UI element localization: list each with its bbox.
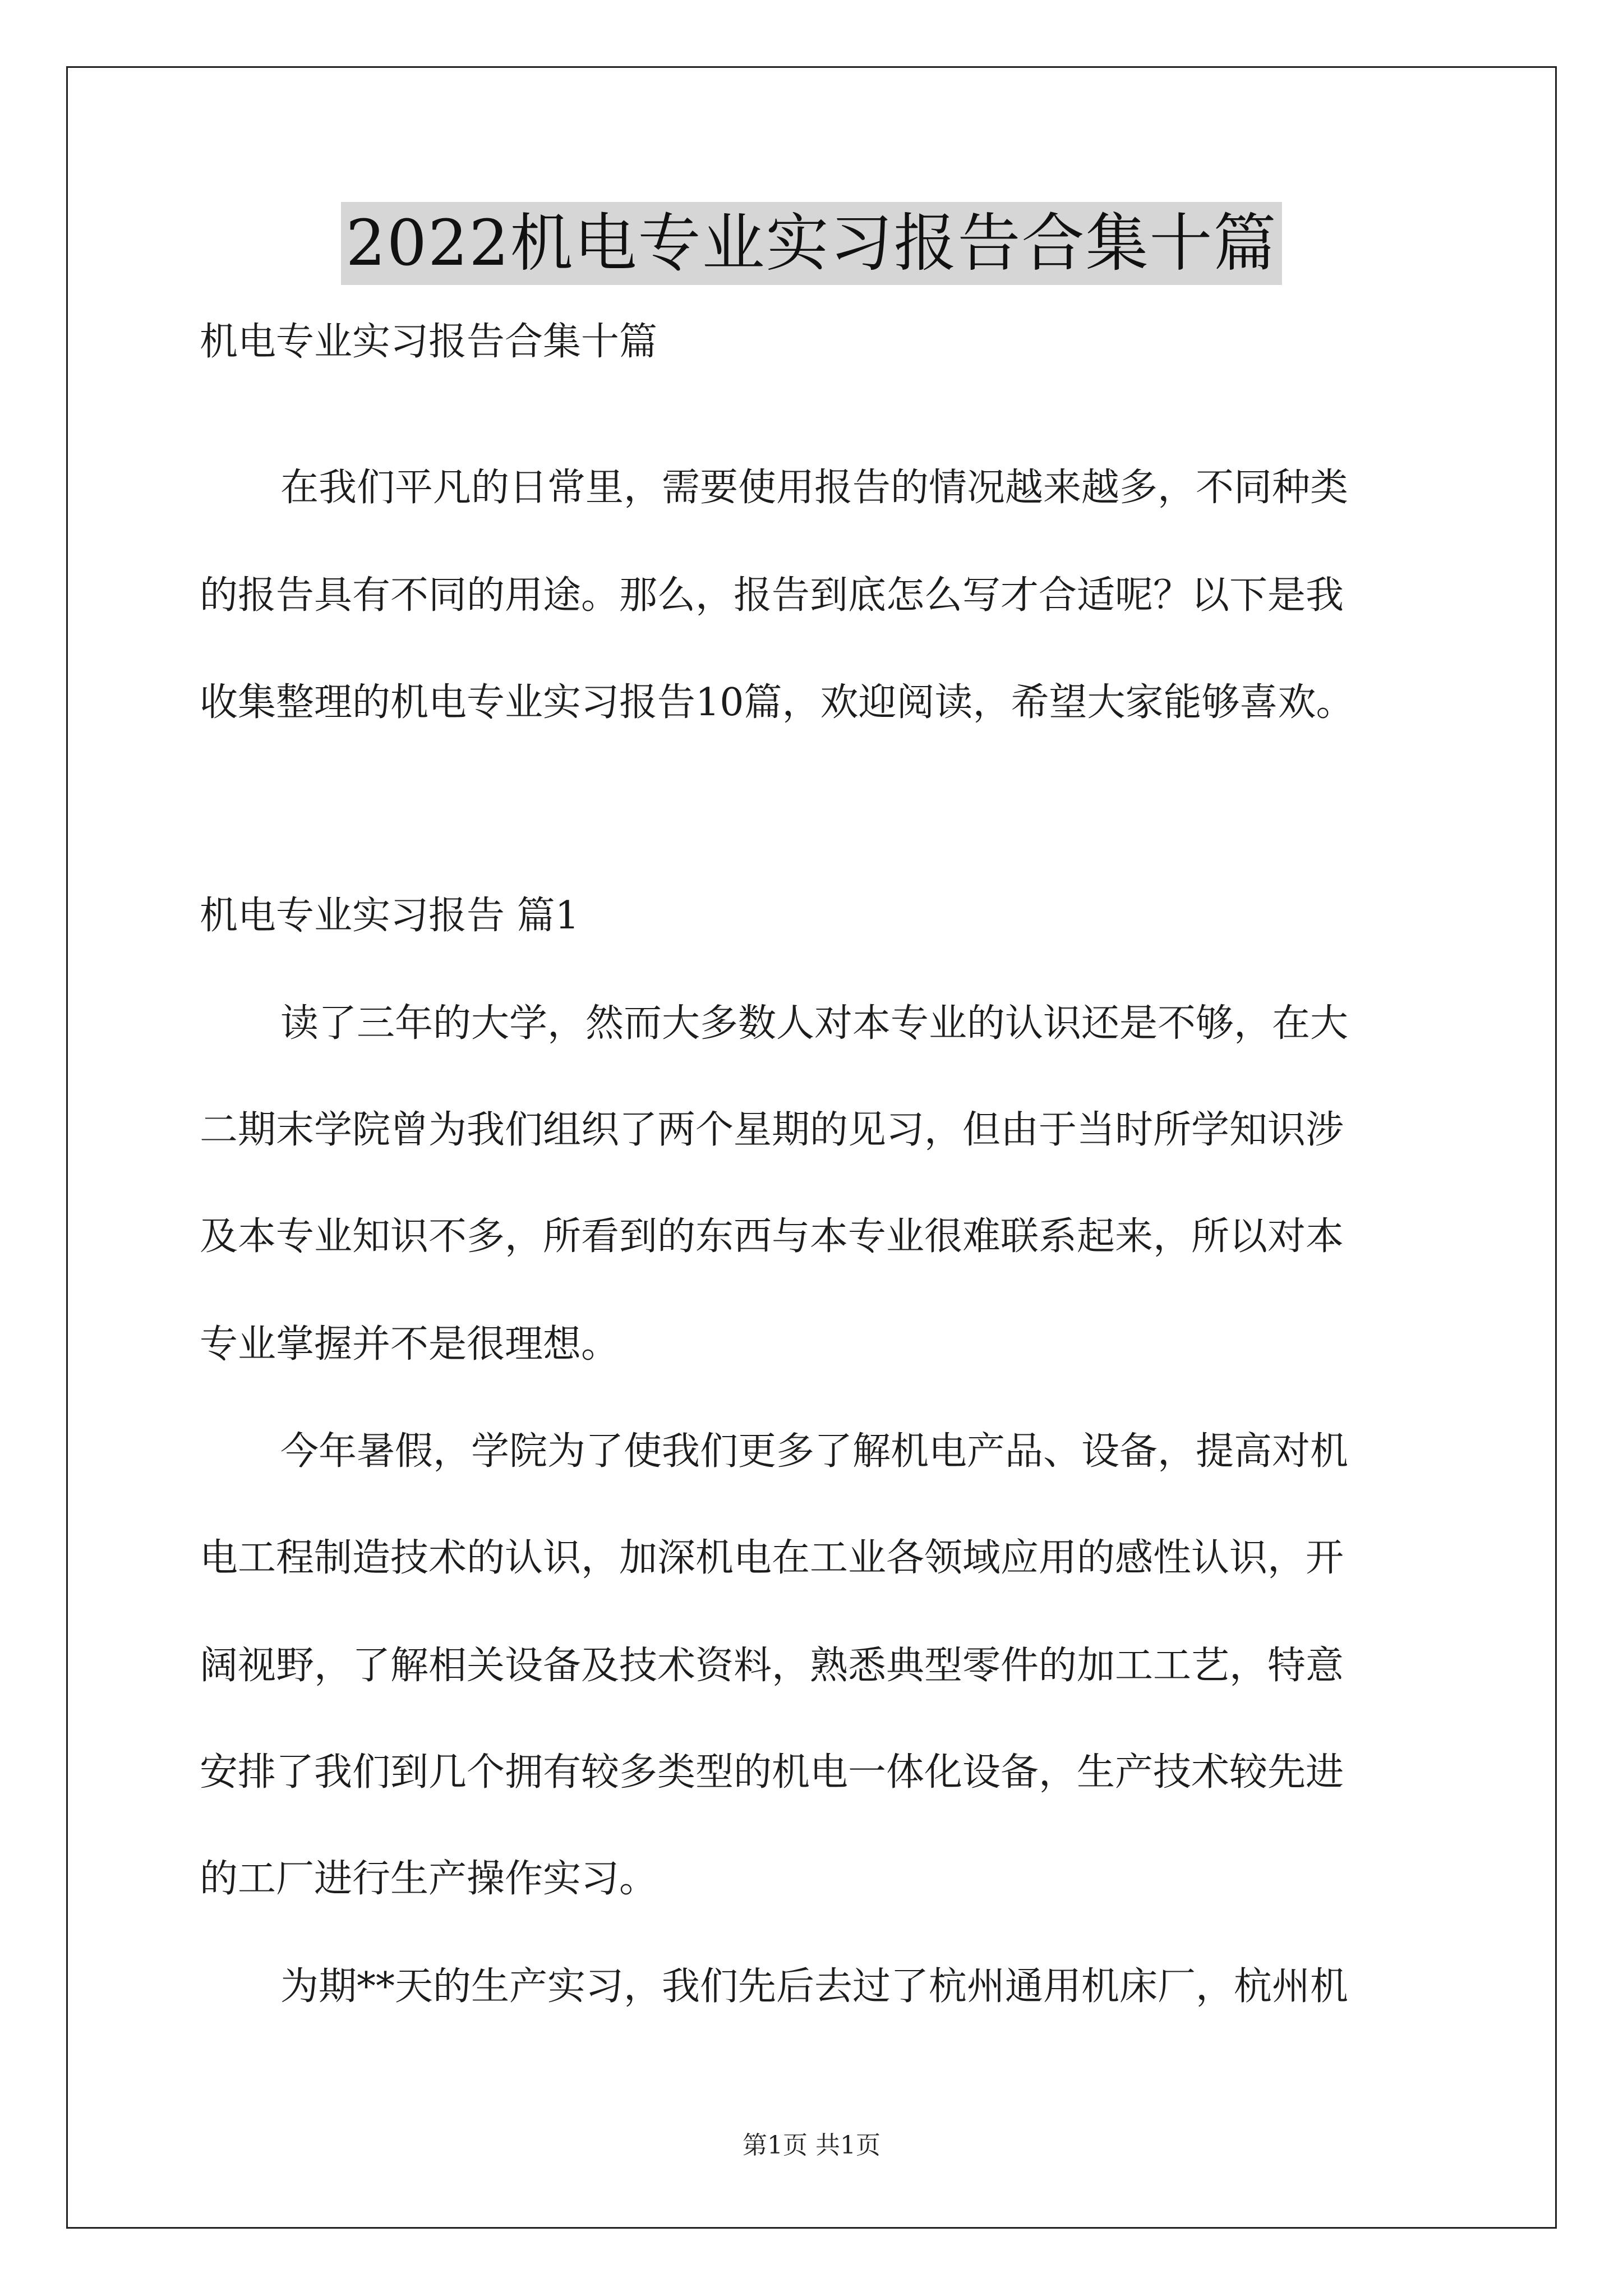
title-container [0,202,1623,285]
document-title: 2022机电专业实习报告合集十篇 [341,202,1281,285]
section-heading: 机电专业实习报告 篇1 [200,894,579,938]
paragraph2-line-3: 阔视野，了解相关设备及技术资料，熟悉典型零件的加工工艺，特意 [200,1644,1344,1688]
paragraph1-line-1: 读了三年的大学，然而大多数人对本专业的认识还是不够，在大 [280,1001,1349,1046]
document-subtitle: 机电专业实习报告合集十篇 [200,320,658,364]
paragraph3-line-1: 为期**天的生产实习，我们先后去过了杭州通用机床厂，杭州机 [280,1964,1349,2009]
paragraph2-line-4: 安排了我们到几个拥有较多类型的机电一体化设备，生产技术较先进 [200,1750,1344,1795]
paragraph2-line-1: 今年暑假，学院为了使我们更多了解机电产品、设备，提高对机 [280,1429,1349,1474]
paragraph1-line-4: 专业掌握并不是很理想。 [200,1322,620,1366]
paragraph1-line-3: 及本专业知识不多，所看到的东西与本专业很难联系起来，所以对本 [200,1214,1344,1259]
paragraph1-line-2: 二期末学院曾为我们组织了两个星期的见习，但由于当时所学知识涉 [200,1108,1344,1152]
page-number-footer: 第1页 共1页 [743,2131,880,2160]
intro-line-1: 在我们平凡的日常里，需要使用报告的情况越来越多，不同种类 [280,466,1349,510]
paragraph2-line-2: 电工程制造技术的认识，加深机电在工业各领域应用的感性认识，开 [200,1536,1344,1580]
intro-line-2: 的报告具有不同的用途。那么，报告到底怎么写才合适呢？以下是我 [200,573,1344,618]
intro-line-3: 收集整理的机电专业实习报告10篇，欢迎阅读，希望大家能够喜欢。 [200,680,1354,725]
paragraph2-line-5: 的工厂进行生产操作实习。 [200,1857,658,1901]
